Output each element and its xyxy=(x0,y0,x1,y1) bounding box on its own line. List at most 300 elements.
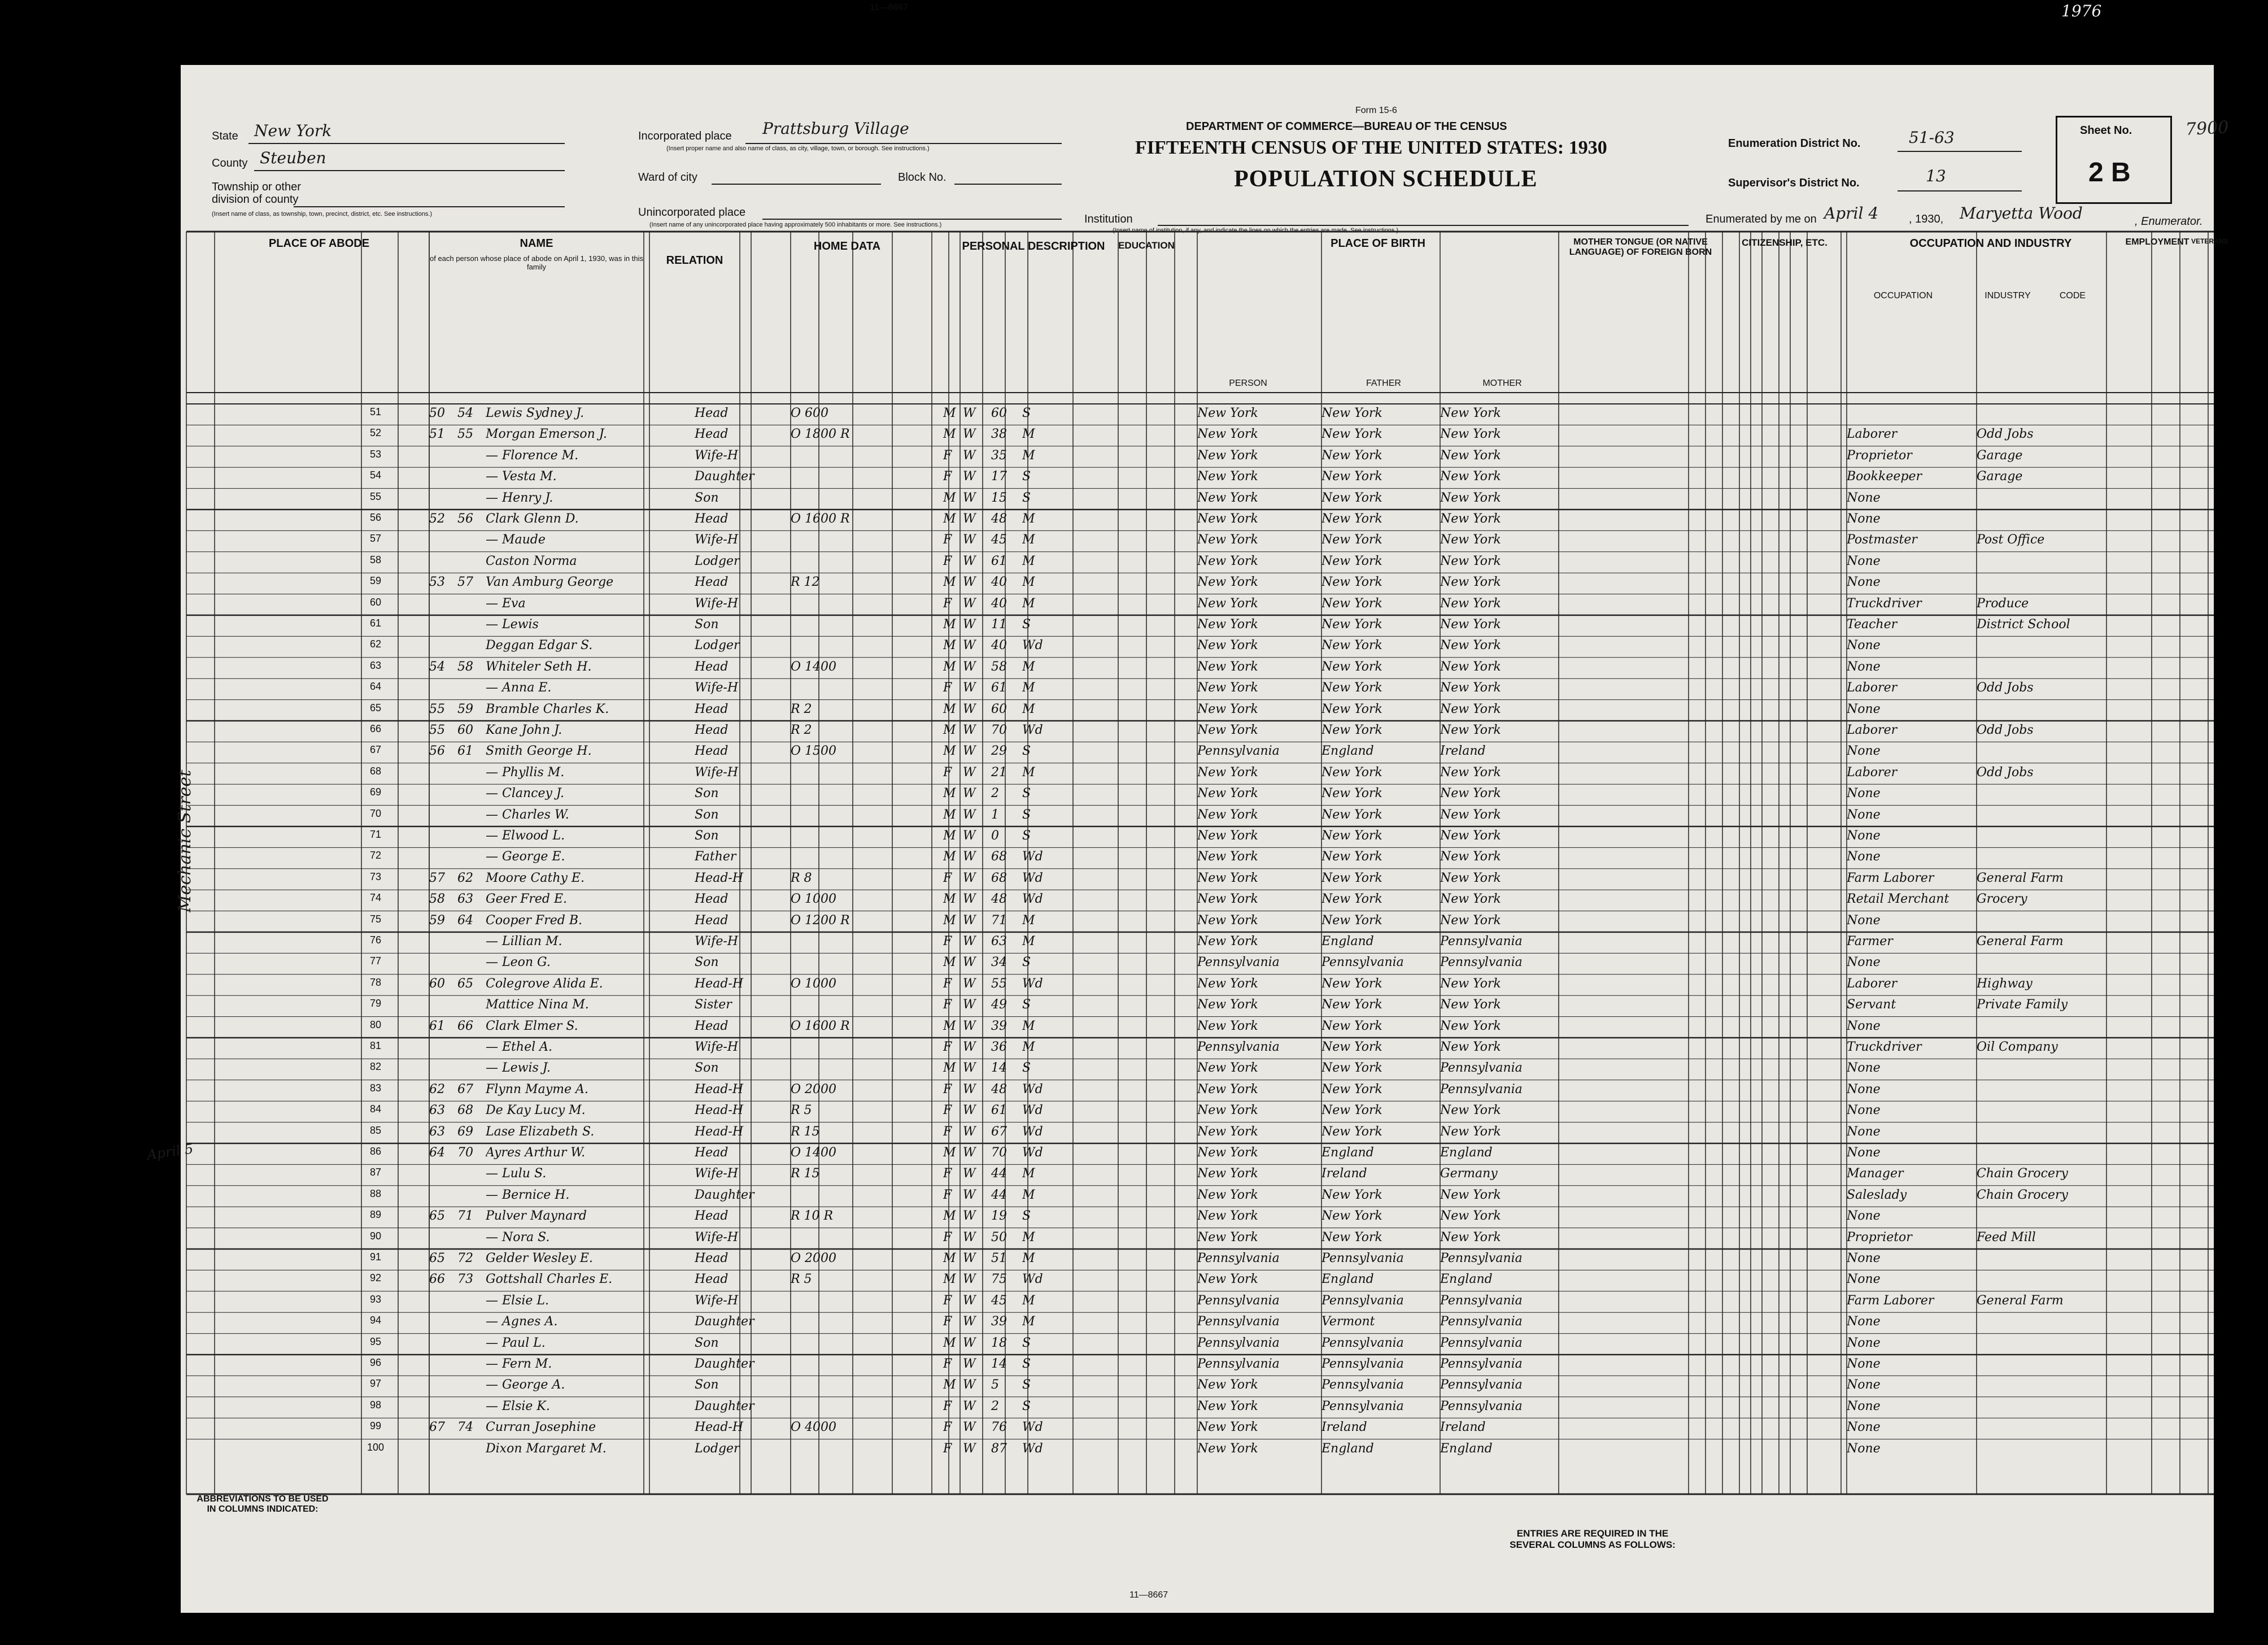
cell-family: 70 xyxy=(457,1146,473,1160)
cell-occupation: Laborer xyxy=(1847,427,1898,442)
cell-birth-father: New York xyxy=(1321,1040,1382,1054)
cell-race: W xyxy=(963,681,976,695)
cell-rownum: 60 xyxy=(369,596,382,608)
cell-occupation: None xyxy=(1847,1272,1881,1287)
cell-birth-mother: Pennsylvania xyxy=(1440,1082,1523,1096)
cell-rownum: 65 xyxy=(369,702,382,713)
cell-marital: M xyxy=(1022,913,1035,928)
cell-name: De Kay Lucy M. xyxy=(486,1103,586,1118)
cell-occupation: None xyxy=(1847,1399,1881,1413)
cell-sex: F xyxy=(943,448,952,463)
cell-birth-mother: Pennsylvania xyxy=(1440,955,1523,970)
cell-birth-father: England xyxy=(1321,1272,1374,1287)
cell-relation: Wife-H xyxy=(695,934,739,948)
cell-marital: S xyxy=(1022,1378,1031,1392)
cell-age: 2 xyxy=(991,786,999,801)
cell-birth-person: New York xyxy=(1197,1230,1258,1244)
col-code: CODE xyxy=(2059,291,2086,301)
cell-industry: Feed Mill xyxy=(1977,1230,2036,1244)
cell-birth-person: New York xyxy=(1197,765,1258,780)
cell-marital: M xyxy=(1022,1167,1035,1181)
cell-race: W xyxy=(963,829,976,843)
township-label: Township or other division of county xyxy=(212,181,301,206)
cell-rownum: 72 xyxy=(369,850,382,861)
cell-name: Clark Elmer S. xyxy=(486,1019,578,1033)
cell-family: 67 xyxy=(457,1082,473,1096)
cell-relation: Head-H xyxy=(695,871,744,885)
cell-marital: Wd xyxy=(1022,1124,1043,1139)
cell-industry: Chain Grocery xyxy=(1977,1187,2068,1202)
cell-age: 48 xyxy=(991,1082,1007,1096)
cell-birth-father: New York xyxy=(1321,1209,1382,1224)
cell-birth-father: New York xyxy=(1321,638,1382,653)
cell-age: 19 xyxy=(991,1209,1007,1224)
enumerated-label: Enumerated by me on xyxy=(1706,213,1817,225)
cell-birth-father: New York xyxy=(1321,1061,1382,1076)
cell-occupation: None xyxy=(1847,955,1881,970)
group-mother-tongue: MOTHER TONGUE (OR NATIVE LANGUAGE) OF FOREIGN BORN xyxy=(1569,237,1712,257)
cell-name: Morgan Emerson J. xyxy=(486,427,607,442)
cell-birth-mother: New York xyxy=(1440,786,1501,801)
cell-age: 49 xyxy=(991,998,1007,1012)
cell-home: R 2 xyxy=(791,702,812,716)
cell-name: Deggan Edgar S. xyxy=(486,638,593,653)
cell-marital: M xyxy=(1022,765,1035,780)
cell-birth-mother: New York xyxy=(1440,512,1501,526)
cell-occupation: None xyxy=(1847,702,1881,716)
cell-sex: F xyxy=(943,533,952,547)
cell-family: 71 xyxy=(457,1209,473,1224)
cell-family: 60 xyxy=(457,723,473,737)
cell-dwelling: 54 xyxy=(429,659,445,674)
cell-birth-person: Pennsylvania xyxy=(1197,744,1280,759)
cell-marital: S xyxy=(1022,786,1031,801)
cell-race: W xyxy=(963,1103,976,1118)
name-column-desc: of each person whose place of abode on April 1, 1930, was in this family xyxy=(430,254,643,271)
cell-marital: M xyxy=(1022,1187,1035,1202)
cell-rownum: 76 xyxy=(369,934,382,946)
cell-relation: Sister xyxy=(695,998,732,1012)
cell-birth-person: New York xyxy=(1197,1272,1258,1287)
cell-sex: M xyxy=(943,913,956,928)
cell-sex: M xyxy=(943,406,956,420)
cell-race: W xyxy=(963,892,976,907)
cell-home: O 2000 xyxy=(791,1251,837,1265)
cell-industry: General Farm xyxy=(1977,871,2064,885)
cell-marital: S xyxy=(1022,617,1031,632)
cell-dwelling: 56 xyxy=(429,744,445,759)
cell-dwelling: 66 xyxy=(429,1272,445,1287)
cell-dwelling: 65 xyxy=(429,1209,445,1224)
cell-name: — Nora S. xyxy=(486,1230,550,1244)
cell-rownum: 55 xyxy=(369,490,382,502)
cell-race: W xyxy=(963,871,976,885)
cell-marital: S xyxy=(1022,998,1031,1012)
cell-birth-father: New York xyxy=(1321,892,1382,907)
cell-birth-mother: Germany xyxy=(1440,1167,1498,1181)
cell-sex: F xyxy=(943,1399,952,1413)
cell-age: 36 xyxy=(991,1040,1007,1054)
cell-race: W xyxy=(963,1124,976,1139)
cell-sex: M xyxy=(943,1272,956,1287)
cell-birth-mother: New York xyxy=(1440,681,1501,695)
cell-family: 62 xyxy=(457,871,473,885)
cell-sex: F xyxy=(943,1357,952,1371)
cell-industry: Garage xyxy=(1977,448,2023,463)
cell-dwelling: 58 xyxy=(429,892,445,907)
cell-home: O 1400 xyxy=(791,659,837,674)
cell-name: Pulver Maynard xyxy=(486,1209,587,1224)
cell-name: Gelder Wesley E. xyxy=(486,1251,593,1265)
cell-occupation: Laborer xyxy=(1847,681,1898,695)
cell-birth-father: New York xyxy=(1321,406,1382,420)
cell-race: W xyxy=(963,448,976,463)
cell-name: — Lewis xyxy=(486,617,539,632)
group-place-of-birth: PLACE OF BIRTH xyxy=(1331,237,1425,250)
cell-birth-person: Pennsylvania xyxy=(1197,1293,1280,1308)
cell-occupation: Saleslady xyxy=(1847,1187,1907,1202)
group-education: EDUCATION xyxy=(1118,240,1175,251)
cell-marital: M xyxy=(1022,575,1035,590)
cell-rownum: 52 xyxy=(369,427,382,439)
cell-name: — Elsie K. xyxy=(486,1399,550,1413)
cell-dwelling: 52 xyxy=(429,512,445,526)
cell-birth-father: Vermont xyxy=(1321,1315,1375,1329)
cell-relation: Head-H xyxy=(695,1124,744,1139)
cell-sex: M xyxy=(943,490,956,505)
cell-race: W xyxy=(963,1420,976,1435)
cell-age: 17 xyxy=(991,469,1007,484)
cell-rownum: 74 xyxy=(369,892,382,904)
cell-age: 68 xyxy=(991,871,1007,885)
cell-relation: Son xyxy=(695,955,719,970)
cell-name: — Paul L. xyxy=(486,1335,546,1350)
cell-relation: Head xyxy=(695,702,729,716)
cell-race: W xyxy=(963,786,976,801)
cell-birth-person: New York xyxy=(1197,575,1258,590)
cell-rownum: 80 xyxy=(369,1019,382,1030)
cell-age: 14 xyxy=(991,1357,1007,1371)
cell-sex: M xyxy=(943,892,956,907)
cell-home: O 4000 xyxy=(791,1420,837,1435)
cell-age: 40 xyxy=(991,575,1007,590)
cell-birth-person: New York xyxy=(1197,829,1258,843)
cell-marital: M xyxy=(1022,1315,1035,1329)
cell-sex: M xyxy=(943,1335,956,1350)
cell-occupation: None xyxy=(1847,1019,1881,1033)
cell-relation: Head xyxy=(695,744,729,759)
cell-birth-mother: New York xyxy=(1440,490,1501,505)
cell-age: 60 xyxy=(991,406,1007,420)
cell-relation: Lodger xyxy=(695,638,740,653)
cell-marital: M xyxy=(1022,448,1035,463)
cell-relation: Son xyxy=(695,1378,719,1392)
cell-name: — Bernice H. xyxy=(486,1187,570,1202)
cell-occupation: None xyxy=(1847,575,1881,590)
cell-occupation: None xyxy=(1847,1335,1881,1350)
cell-age: 61 xyxy=(991,681,1007,695)
cell-relation: Head-H xyxy=(695,976,744,991)
cell-birth-father: England xyxy=(1321,934,1374,948)
cell-birth-person: New York xyxy=(1197,934,1258,948)
cell-age: 60 xyxy=(991,702,1007,716)
cell-birth-mother: New York xyxy=(1440,596,1501,611)
cell-race: W xyxy=(963,1335,976,1350)
cell-sex: F xyxy=(943,1167,952,1181)
cell-occupation: Truckdriver xyxy=(1847,1040,1922,1054)
cell-birth-person: New York xyxy=(1197,1146,1258,1160)
cell-occupation: Proprietor xyxy=(1847,448,1912,463)
top-code: 11—8667 xyxy=(870,3,909,12)
cell-occupation: None xyxy=(1847,807,1881,822)
cell-race: W xyxy=(963,744,976,759)
cell-relation: Wife-H xyxy=(695,533,739,547)
cell-dwelling: 62 xyxy=(429,1082,445,1096)
cell-relation: Son xyxy=(695,786,719,801)
cell-relation: Father xyxy=(695,850,736,864)
cell-dwelling: 61 xyxy=(429,1019,445,1033)
sheet-value: 2 B xyxy=(2088,158,2131,188)
cell-birth-mother: New York xyxy=(1440,448,1501,463)
cell-name: Ayres Arthur W. xyxy=(486,1146,586,1160)
street-margin-note: Mechanic Street xyxy=(175,769,195,912)
cell-home: O 2000 xyxy=(791,1082,837,1096)
cell-sex: F xyxy=(943,998,952,1012)
cell-name: Flynn Mayme A. xyxy=(486,1082,588,1096)
cell-marital: Wd xyxy=(1022,1146,1043,1160)
cell-birth-mother: New York xyxy=(1440,913,1501,928)
incorporated-value: Prattsburg Village xyxy=(762,119,909,138)
incorporated-note: (Insert proper name and also name of class, as city, village, town, or borough. See instructions.) xyxy=(666,145,930,152)
cell-relation: Lodger xyxy=(695,554,740,568)
cell-rownum: 61 xyxy=(369,617,382,629)
cell-birth-person: New York xyxy=(1197,1441,1258,1456)
cell-sex: M xyxy=(943,427,956,442)
cell-sex: M xyxy=(943,850,956,864)
col-mother: MOTHER xyxy=(1482,378,1522,388)
cell-name: — George E. xyxy=(486,850,565,864)
cell-occupation: None xyxy=(1847,913,1881,928)
cell-birth-father: New York xyxy=(1321,469,1382,484)
cell-occupation: None xyxy=(1847,829,1881,843)
cell-industry: Oil Company xyxy=(1977,1040,2058,1054)
cell-birth-father: New York xyxy=(1321,1187,1382,1202)
cell-marital: S xyxy=(1022,469,1031,484)
cell-birth-father: England xyxy=(1321,744,1374,759)
cell-birth-father: Pennsylvania xyxy=(1321,1293,1404,1308)
cell-birth-person: New York xyxy=(1197,490,1258,505)
cell-rownum: 98 xyxy=(369,1399,382,1411)
cell-sex: F xyxy=(943,469,952,484)
cell-race: W xyxy=(963,575,976,590)
cell-birth-person: New York xyxy=(1197,554,1258,568)
cell-rownum: 77 xyxy=(369,955,382,967)
cell-birth-mother: New York xyxy=(1440,1040,1501,1054)
cell-marital: S xyxy=(1022,744,1031,759)
cell-name: — Lillian M. xyxy=(486,934,562,948)
cell-age: 70 xyxy=(991,723,1007,737)
cell-age: 45 xyxy=(991,1293,1007,1308)
cell-birth-person: New York xyxy=(1197,512,1258,526)
cell-name: — Henry J. xyxy=(486,490,553,505)
cell-dwelling: 55 xyxy=(429,702,445,716)
cell-home: O 1800 R xyxy=(791,427,850,442)
cell-birth-mother: New York xyxy=(1440,1124,1501,1139)
cell-occupation: Postmaster xyxy=(1847,533,1917,547)
cell-name: Colegrove Alida E. xyxy=(486,976,603,991)
cell-age: 71 xyxy=(991,913,1007,928)
cell-birth-mother: Pennsylvania xyxy=(1440,1251,1523,1265)
cell-name: — Charles W. xyxy=(486,807,569,822)
cell-race: W xyxy=(963,702,976,716)
cell-rownum: 57 xyxy=(369,533,382,545)
cell-race: W xyxy=(963,1082,976,1096)
cell-occupation: None xyxy=(1847,1251,1881,1265)
cell-rownum: 63 xyxy=(369,659,382,671)
group-home-data: HOME DATA xyxy=(813,240,881,253)
cell-birth-father: New York xyxy=(1321,998,1382,1012)
cell-birth-mother: New York xyxy=(1440,533,1501,547)
cell-birth-father: New York xyxy=(1321,1124,1382,1139)
cell-name: Clark Glenn D. xyxy=(486,512,579,526)
cell-marital: M xyxy=(1022,1040,1035,1054)
cell-rownum: 75 xyxy=(369,913,382,925)
enumerated-year: , 1930, xyxy=(1909,213,1944,225)
cell-sex: F xyxy=(943,1103,952,1118)
cell-industry: Odd Jobs xyxy=(1977,723,2034,737)
cell-name: Moore Cathy E. xyxy=(486,871,585,885)
cell-birth-father: Pennsylvania xyxy=(1321,1335,1404,1350)
cell-age: 40 xyxy=(991,596,1007,611)
cell-occupation: Proprietor xyxy=(1847,1230,1912,1244)
cell-race: W xyxy=(963,976,976,991)
cell-birth-mother: New York xyxy=(1440,617,1501,632)
cell-family: 68 xyxy=(457,1103,473,1118)
cell-birth-mother: New York xyxy=(1440,765,1501,780)
cell-birth-father: New York xyxy=(1321,871,1382,885)
cell-name: Lase Elizabeth S. xyxy=(486,1124,595,1139)
cell-birth-person: New York xyxy=(1197,1187,1258,1202)
cell-birth-person: New York xyxy=(1197,448,1258,463)
cell-race: W xyxy=(963,1441,976,1456)
cell-age: 15 xyxy=(991,490,1007,505)
cell-relation: Son xyxy=(695,617,719,632)
cell-occupation: Farmer xyxy=(1847,934,1893,948)
cell-birth-mother: Ireland xyxy=(1440,744,1486,759)
cell-occupation: Teacher xyxy=(1847,617,1898,632)
cell-race: W xyxy=(963,490,976,505)
top-right-mark: 1976 xyxy=(2061,2,2102,20)
cell-family: 56 xyxy=(457,512,473,526)
cell-sex: F xyxy=(943,1187,952,1202)
cell-birth-person: New York xyxy=(1197,1124,1258,1139)
cell-dwelling: 63 xyxy=(429,1124,445,1139)
cell-birth-person: New York xyxy=(1197,723,1258,737)
county-label: County xyxy=(212,157,248,169)
county-value: Steuben xyxy=(260,149,326,167)
cell-family: 55 xyxy=(457,427,473,442)
cell-race: W xyxy=(963,765,976,780)
cell-birth-father: Pennsylvania xyxy=(1321,955,1404,970)
cell-name: — Vesta M. xyxy=(486,469,557,484)
census-sheet xyxy=(146,2,2230,1613)
cell-age: 35 xyxy=(991,448,1007,463)
cell-birth-father: Pennsylvania xyxy=(1321,1357,1404,1371)
cell-relation: Head xyxy=(695,427,729,442)
cell-name: — Anna E. xyxy=(486,681,552,695)
cell-relation: Wife-H xyxy=(695,1040,739,1054)
cell-relation: Daughter xyxy=(695,469,754,484)
cell-relation: Wife-H xyxy=(695,1293,739,1308)
cell-occupation: None xyxy=(1847,1061,1881,1076)
cell-name: — George A. xyxy=(486,1378,565,1392)
cell-occupation: None xyxy=(1847,744,1881,759)
cell-marital: S xyxy=(1022,829,1031,843)
cell-relation: Head xyxy=(695,913,729,928)
cell-birth-father: New York xyxy=(1321,427,1382,442)
group-personal: PERSONAL DESCRIPTION xyxy=(962,240,1105,253)
cell-dwelling: 60 xyxy=(429,976,445,991)
group-occupation: OCCUPATION AND INDUSTRY xyxy=(1909,237,2072,250)
cell-name: — Fern M. xyxy=(486,1357,552,1371)
cell-race: W xyxy=(963,533,976,547)
cell-marital: S xyxy=(1022,1357,1031,1371)
cell-race: W xyxy=(963,512,976,526)
block-label: Block No. xyxy=(898,171,947,184)
cell-sex: F xyxy=(943,1124,952,1139)
cell-relation: Son xyxy=(695,1061,719,1076)
state-value: New York xyxy=(254,121,332,140)
cell-birth-mother: New York xyxy=(1440,638,1501,653)
cell-relation: Wife-H xyxy=(695,765,739,780)
cell-marital: M xyxy=(1022,1293,1035,1308)
institution-label: Institution xyxy=(1084,213,1133,225)
cell-birth-person: New York xyxy=(1197,871,1258,885)
ed-label: Enumeration District No. xyxy=(1728,137,1861,150)
cell-relation: Daughter xyxy=(695,1399,754,1413)
cell-rownum: 58 xyxy=(369,554,382,565)
cell-industry: General Farm xyxy=(1977,1293,2064,1308)
cell-birth-father: New York xyxy=(1321,702,1382,716)
cell-name: Bramble Charles K. xyxy=(486,702,609,716)
cell-rownum: 84 xyxy=(369,1103,382,1115)
cell-birth-mother: New York xyxy=(1440,1230,1501,1244)
cell-rownum: 90 xyxy=(369,1230,382,1242)
cell-birth-father: New York xyxy=(1321,448,1382,463)
cell-family: 58 xyxy=(457,659,473,674)
cell-occupation: None xyxy=(1847,1420,1881,1435)
cell-marital: Wd xyxy=(1022,850,1043,864)
cell-sex: M xyxy=(943,575,956,590)
cell-marital: M xyxy=(1022,512,1035,526)
cell-marital: Wd xyxy=(1022,638,1043,653)
cell-rownum: 87 xyxy=(369,1167,382,1178)
cell-birth-person: Pennsylvania xyxy=(1197,1335,1280,1350)
cell-birth-mother: New York xyxy=(1440,554,1501,568)
cell-marital: S xyxy=(1022,1061,1031,1076)
cell-relation: Head xyxy=(695,892,729,907)
cell-occupation: None xyxy=(1847,1441,1881,1456)
cell-age: 21 xyxy=(991,765,1007,780)
cell-race: W xyxy=(963,469,976,484)
cell-birth-person: New York xyxy=(1197,427,1258,442)
cell-name: Caston Norma xyxy=(486,554,577,568)
cell-race: W xyxy=(963,427,976,442)
cell-occupation: None xyxy=(1847,850,1881,864)
cell-age: 58 xyxy=(991,659,1007,674)
cell-birth-person: New York xyxy=(1197,807,1258,822)
cell-occupation: None xyxy=(1847,1378,1881,1392)
